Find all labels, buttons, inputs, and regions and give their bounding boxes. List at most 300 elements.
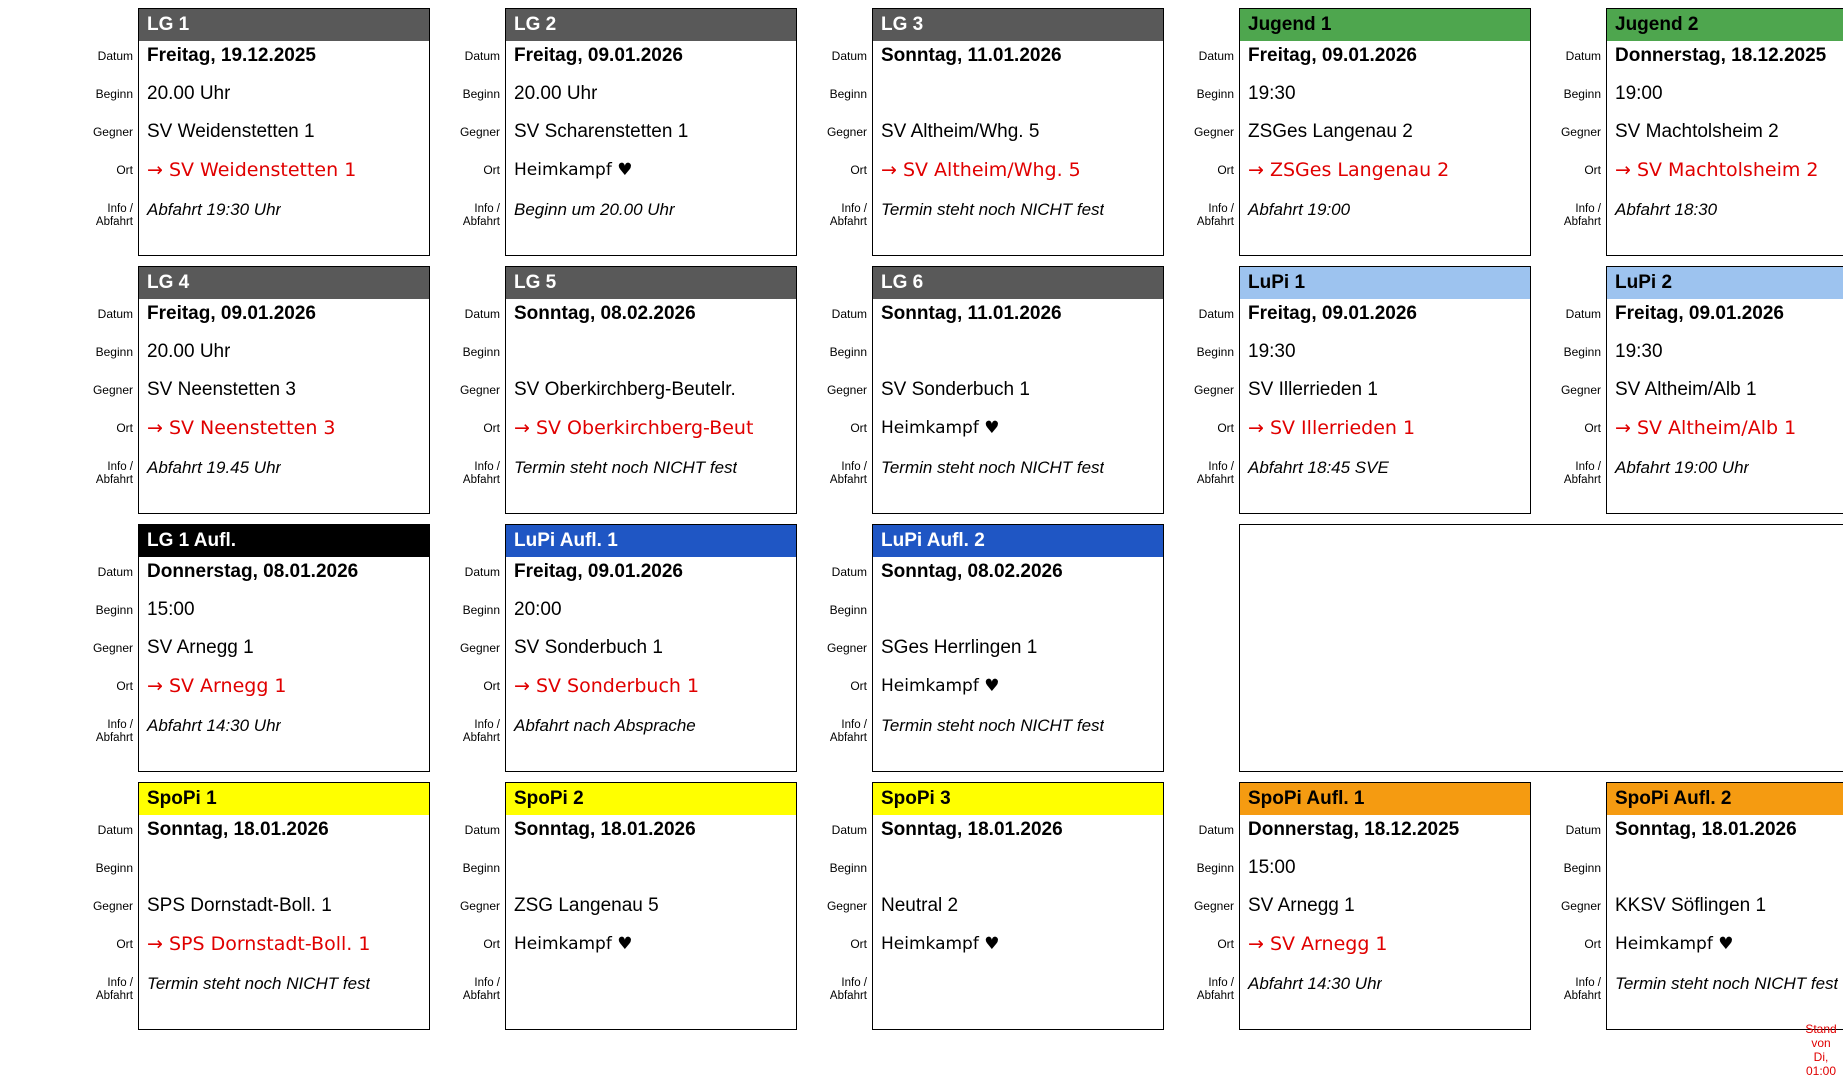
label-datum: Datum [464,823,500,837]
label-gegner: Gegner [826,899,867,913]
card-field-row [826,891,1163,929]
card-body [826,557,1163,771]
label-beginn: Beginn [95,345,133,359]
value-datum: Freitag, 09.01.2026 [1615,303,1784,324]
card-title: SpoPi 1 [139,783,429,815]
info-label-line-2: Abfahrt [95,474,133,486]
schedule-card[interactable] [92,524,430,772]
schedule-card-cell [1167,8,1533,264]
label-gegner: Gegner [1193,899,1234,913]
info-label-line-1: Info / [474,977,500,989]
label-info-abfahrt [1535,973,1607,1003]
schedule-card[interactable] [826,782,1164,1030]
label-beginn: Beginn [95,861,133,875]
card-field-row [1196,853,1530,891]
value-info: Abfahrt 19.45 Uhr [147,458,282,477]
schedule-card-cell [800,782,1166,1038]
value-gegner: SV Scharenstetten 1 [514,121,689,142]
label-datum: Datum [97,823,133,837]
schedule-card[interactable] [1560,782,1843,1030]
schedule-card[interactable] [459,524,797,772]
value-datum: Freitag, 09.01.2026 [1248,303,1417,324]
card-title: LuPi 2 [1607,267,1843,299]
label-datum: Datum [464,565,500,579]
empty-placeholder-box [1239,524,1843,772]
info-label-line-1: Info / [1575,203,1601,215]
value-ort: → ZSGes Langenau 2 [1248,159,1450,181]
label-datum: Datum [1198,307,1234,321]
card-field-row [95,595,429,633]
value-gegner: SV Sonderbuch 1 [514,637,663,658]
info-label-line-1: Info / [474,719,500,731]
card-field-row [462,595,796,633]
label-beginn: Beginn [829,603,867,617]
card-field-row [92,375,429,413]
card-field-row [1563,853,1843,891]
label-datum: Datum [831,565,867,579]
value-datum: Freitag, 09.01.2026 [147,303,316,324]
card-field-row [829,967,1163,1029]
value-info: Abfahrt nach Absprache [514,716,696,735]
card-field-row [1584,155,1843,193]
value-beginn: 20:00 [514,599,562,620]
card-field-row [829,337,1163,375]
label-datum: Datum [97,49,133,63]
label-info-abfahrt [1168,199,1240,229]
card-body [826,815,1163,1029]
schedule-card[interactable] [459,8,797,256]
card-field-row [1563,451,1843,513]
label-info-abfahrt [67,457,139,487]
card-field-row [483,155,796,193]
card-title: LG 1 Aufl. [139,525,429,557]
value-beginn: 20.00 Uhr [147,341,231,362]
label-datum: Datum [1198,823,1234,837]
schedule-card-cell [66,266,432,522]
card-field-row [464,41,796,79]
info-label-line-2: Abfahrt [829,474,867,486]
info-label-line-1: Info / [107,203,133,215]
info-label-line-2: Abfahrt [1563,990,1601,1002]
card-field-row [826,375,1163,413]
card-field-row [1193,375,1530,413]
card-field-row [92,633,429,671]
value-beginn: 19:30 [1615,341,1663,362]
empty-card-cell [1167,524,1843,780]
info-label-line-2: Abfahrt [462,990,500,1002]
card-field-row [462,451,796,513]
label-ort: Ort [850,937,867,951]
value-ort: → SV Illerrieden 1 [1248,417,1416,439]
label-beginn: Beginn [829,87,867,101]
value-beginn: 20.00 Uhr [147,83,231,104]
card-field-row [831,41,1163,79]
value-datum: Sonntag, 11.01.2026 [881,303,1062,324]
value-gegner: KKSV Söflingen 1 [1615,895,1767,916]
label-datum: Datum [1565,307,1601,321]
card-field-row [116,671,429,709]
card-title: LuPi 1 [1240,267,1530,299]
value-ort: Heimkampf ♥ [1615,934,1734,954]
info-label-line-1: Info / [841,719,867,731]
schedule-card-cell [1167,266,1533,522]
card-body [1193,815,1530,1029]
label-beginn: Beginn [95,87,133,101]
value-info: Abfahrt 18:30 [1615,200,1718,219]
card-field-row [831,299,1163,337]
info-label-line-2: Abfahrt [1563,474,1601,486]
schedule-card-cell [66,782,432,1038]
card-body [1560,299,1843,513]
value-info: Abfahrt 19:00 Uhr [1615,458,1750,477]
schedule-card-cell [433,782,799,1038]
label-datum: Datum [97,307,133,321]
info-label-line-1: Info / [107,719,133,731]
value-gegner: SV Altheim/Whg. 5 [881,121,1040,142]
value-ort: → SV Sonderbuch 1 [514,675,700,697]
card-field-row [116,413,429,451]
card-title: LG 6 [873,267,1163,299]
card-field-row [116,929,429,967]
label-gegner: Gegner [92,899,133,913]
card-field-row [464,299,796,337]
schedule-card-cell [1167,782,1533,1038]
schedule-card-cell [800,524,1166,780]
info-label-line-2: Abfahrt [829,216,867,228]
card-body [92,557,429,771]
label-gegner: Gegner [459,899,500,913]
value-gegner: SV Weidenstetten 1 [147,121,315,142]
value-datum: Sonntag, 18.01.2026 [514,819,696,840]
schedule-card-cell [800,8,1166,264]
card-field-row [97,41,429,79]
card-field-row [1560,117,1843,155]
label-gegner: Gegner [1560,125,1601,139]
value-info: Termin steht noch NICHT fest [881,716,1105,735]
label-beginn: Beginn [1196,345,1234,359]
stand-line-2: von [1811,1036,1831,1050]
value-info: Abfahrt 19:00 [1248,200,1351,219]
info-label-line-1: Info / [474,461,500,473]
card-title: LG 1 [139,9,429,41]
value-beginn: 15:00 [1248,857,1296,878]
info-label-line-2: Abfahrt [95,732,133,744]
card-body [1193,299,1530,513]
value-ort: → SV Oberkirchberg-Beut [514,417,754,439]
label-info-abfahrt [434,973,506,1003]
label-beginn: Beginn [1196,861,1234,875]
card-body [1193,41,1530,255]
card-field-row [1563,79,1843,117]
schedule-card[interactable] [459,782,797,1030]
value-gegner: SV Neenstetten 3 [147,379,296,400]
label-info-abfahrt [67,973,139,1003]
card-field-row [829,595,1163,633]
card-field-row [1217,929,1530,967]
card-field-row [95,853,429,891]
value-datum: Freitag, 09.01.2026 [514,561,683,582]
card-field-row [1560,891,1843,929]
value-ort: → SV Machtolsheim 2 [1615,159,1819,181]
card-title: LG 3 [873,9,1163,41]
value-beginn: 19:30 [1248,341,1296,362]
card-field-row [1563,193,1843,255]
value-gegner: SV Illerrieden 1 [1248,379,1378,400]
card-field-row [1560,375,1843,413]
value-ort: → SV Weidenstetten 1 [147,159,357,181]
card-body [1560,41,1843,255]
value-info: Abfahrt 18:45 SVE [1248,458,1389,477]
value-beginn: 19:00 [1615,83,1663,104]
schedule-card[interactable] [1560,266,1843,514]
value-gegner: Neutral 2 [881,895,959,916]
stand-line-3: Di, [1813,1050,1829,1064]
stand-line-1: Stand [1805,1022,1837,1036]
schedule-card[interactable] [826,8,1164,256]
card-field-row [97,299,429,337]
schedule-card[interactable] [92,266,430,514]
info-label-line-1: Info / [1208,461,1234,473]
info-label-line-1: Info / [107,461,133,473]
label-ort: Ort [483,421,500,435]
schedule-card-cell [66,524,432,780]
card-field-row [1193,891,1530,929]
card-field-row [95,193,429,255]
value-datum: Sonntag, 11.01.2026 [881,45,1062,66]
card-field-row [1196,193,1530,255]
label-beginn: Beginn [95,603,133,617]
card-title: LG 5 [506,267,796,299]
label-datum: Datum [1198,49,1234,63]
label-ort: Ort [116,679,133,693]
value-ort: Heimkampf ♥ [881,676,1000,696]
card-body [459,815,796,1029]
schedule-card[interactable] [1193,8,1531,256]
card-field-row [462,967,796,1029]
label-datum: Datum [831,307,867,321]
value-ort: Heimkampf ♥ [514,934,633,954]
info-label-line-1: Info / [841,461,867,473]
card-title: Jugend 1 [1240,9,1530,41]
info-label-line-2: Abfahrt [1196,990,1234,1002]
info-label-line-2: Abfahrt [1196,474,1234,486]
card-body [826,41,1163,255]
value-datum: Sonntag, 08.02.2026 [881,561,1063,582]
value-gegner: SV Machtolsheim 2 [1615,121,1779,142]
label-info-abfahrt [1168,973,1240,1003]
value-info: Termin steht noch NICHT fest [1615,974,1839,993]
schedule-card[interactable] [1560,8,1843,256]
label-info-abfahrt [1535,457,1607,487]
value-datum: Sonntag, 18.01.2026 [1615,819,1797,840]
label-ort: Ort [1217,163,1234,177]
value-ort: → SV Neenstetten 3 [147,417,336,439]
card-field-row [97,815,429,853]
label-info-abfahrt [801,715,873,745]
value-info: Abfahrt 14:30 Uhr [147,716,282,735]
card-field-row [1193,117,1530,155]
label-gegner: Gegner [459,641,500,655]
card-field-row [464,557,796,595]
value-datum: Sonntag, 08.02.2026 [514,303,696,324]
card-field-row [483,671,796,709]
schedule-card[interactable] [92,8,430,256]
schedule-card-cell [66,8,432,264]
value-gegner: SV Arnegg 1 [147,637,254,658]
card-title: LG 4 [139,267,429,299]
card-body [92,299,429,513]
info-label-line-2: Abfahrt [462,732,500,744]
value-gegner: SV Arnegg 1 [1248,895,1355,916]
card-field-row [831,815,1163,853]
label-gegner: Gegner [92,383,133,397]
info-label-line-2: Abfahrt [462,216,500,228]
schedule-card-cell [433,8,799,264]
card-title: SpoPi 2 [506,783,796,815]
label-beginn: Beginn [462,87,500,101]
card-field-row [829,79,1163,117]
label-info-abfahrt [434,715,506,745]
schedule-card[interactable] [826,524,1164,772]
card-field-row [97,557,429,595]
label-gegner: Gegner [1560,383,1601,397]
value-ort: → SV Arnegg 1 [1248,933,1388,955]
card-field-row [1217,155,1530,193]
value-info: Termin steht noch NICHT fest [514,458,738,477]
label-gegner: Gegner [459,125,500,139]
label-ort: Ort [483,679,500,693]
value-gegner: ZSGes Langenau 2 [1248,121,1413,142]
value-beginn: 15:00 [147,599,195,620]
info-label-line-1: Info / [474,203,500,215]
card-field-row [462,853,796,891]
card-field-row [483,413,796,451]
card-body [92,815,429,1029]
card-title: LuPi Aufl. 1 [506,525,796,557]
card-title: SpoPi Aufl. 1 [1240,783,1530,815]
info-label-line-2: Abfahrt [829,990,867,1002]
info-label-line-1: Info / [1575,461,1601,473]
card-field-row [850,929,1163,967]
label-gegner: Gegner [1193,125,1234,139]
card-field-row [1198,815,1530,853]
card-body [459,557,796,771]
card-field-row [850,413,1163,451]
card-field-row [1196,79,1530,117]
schedule-card-cell [1534,8,1843,264]
label-datum: Datum [97,565,133,579]
label-ort: Ort [1217,421,1234,435]
info-label-line-1: Info / [107,977,133,989]
value-datum: Donnerstag, 08.01.2026 [147,561,359,582]
card-field-row [1196,451,1530,513]
card-body [826,299,1163,513]
card-body [459,299,796,513]
card-body [459,41,796,255]
label-ort: Ort [1584,937,1601,951]
card-field-row [1565,299,1843,337]
info-label-line-2: Abfahrt [462,474,500,486]
label-beginn: Beginn [462,861,500,875]
value-gegner: ZSG Langenau 5 [514,895,659,916]
label-ort: Ort [1584,421,1601,435]
value-beginn: 20.00 Uhr [514,83,598,104]
label-beginn: Beginn [1563,861,1601,875]
label-ort: Ort [116,163,133,177]
value-ort: → SV Altheim/Alb 1 [1615,417,1797,439]
label-beginn: Beginn [1196,87,1234,101]
info-label-line-1: Info / [1575,977,1601,989]
label-info-abfahrt [67,199,139,229]
card-title: LuPi Aufl. 2 [873,525,1163,557]
card-title: LG 2 [506,9,796,41]
label-gegner: Gegner [1560,899,1601,913]
stand-line-4: 01:00 [1805,1064,1837,1078]
label-ort: Ort [1584,163,1601,177]
schedule-card[interactable] [1193,266,1531,514]
value-datum: Freitag, 19.12.2025 [147,45,316,66]
label-gegner: Gegner [92,641,133,655]
card-field-row [1563,337,1843,375]
schedule-card-cell [433,266,799,522]
card-field-row [483,929,796,967]
label-info-abfahrt [801,457,873,487]
label-datum: Datum [1565,823,1601,837]
info-label-line-1: Info / [841,203,867,215]
schedule-card-cell [1534,782,1843,1038]
label-beginn: Beginn [462,603,500,617]
value-info: Abfahrt 14:30 Uhr [1248,974,1383,993]
label-info-abfahrt [1535,199,1607,229]
label-datum: Datum [1565,49,1601,63]
value-gegner: SGes Herrlingen 1 [881,637,1038,658]
schedule-card[interactable] [459,266,797,514]
value-datum: Sonntag, 18.01.2026 [881,819,1063,840]
schedule-card[interactable] [92,782,430,1030]
label-ort: Ort [850,163,867,177]
info-label-line-1: Info / [1208,977,1234,989]
schedule-card[interactable] [826,266,1164,514]
label-ort: Ort [483,163,500,177]
label-datum: Datum [831,823,867,837]
value-gegner: SPS Dornstadt-Boll. 1 [147,895,332,916]
label-info-abfahrt [1168,457,1240,487]
label-info-abfahrt [434,199,506,229]
value-info: Abfahrt 19:30 Uhr [147,200,282,219]
info-label-line-2: Abfahrt [95,990,133,1002]
label-beginn: Beginn [1563,345,1601,359]
card-field-row [95,451,429,513]
label-ort: Ort [116,937,133,951]
value-gegner: SV Altheim/Alb 1 [1615,379,1757,400]
card-field-row [462,337,796,375]
card-title: SpoPi Aufl. 2 [1607,783,1843,815]
card-field-row [95,967,429,1029]
card-field-row [459,375,796,413]
label-beginn: Beginn [829,345,867,359]
label-beginn: Beginn [1563,87,1601,101]
card-field-row [92,117,429,155]
card-field-row [459,891,796,929]
label-datum: Datum [464,307,500,321]
value-datum: Freitag, 09.01.2026 [514,45,683,66]
card-field-row [95,337,429,375]
info-label-line-1: Info / [841,977,867,989]
schedule-card-cell [1534,266,1843,522]
card-field-row [1563,967,1843,1029]
label-ort: Ort [850,679,867,693]
schedule-card[interactable] [1193,782,1531,1030]
